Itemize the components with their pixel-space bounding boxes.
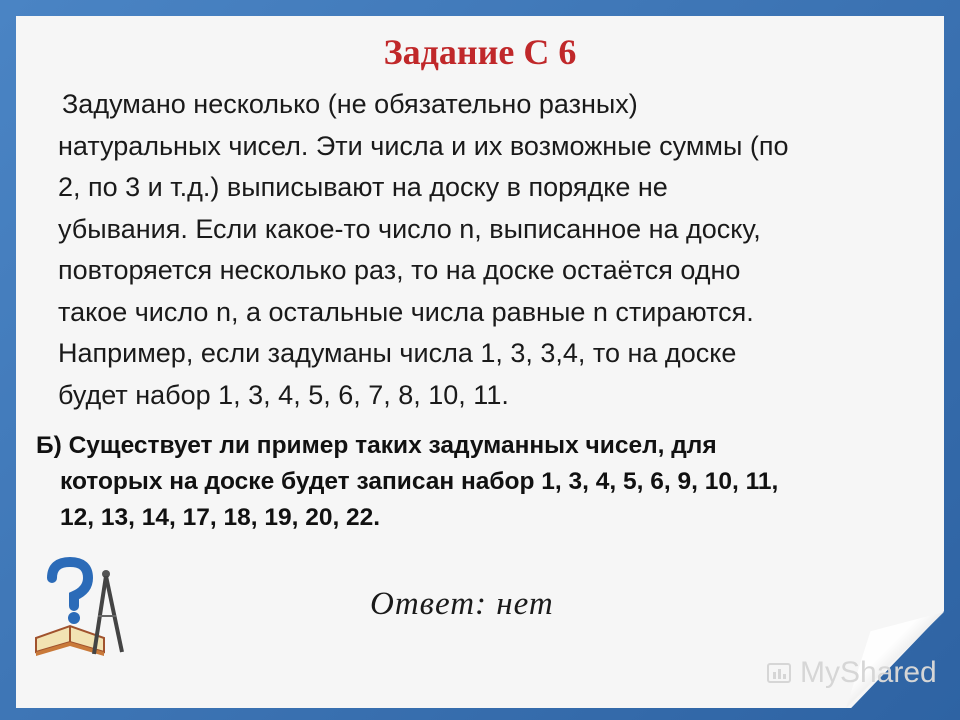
watermark [800, 656, 937, 690]
clipart [30, 556, 150, 666]
watermark-text: MyShared [800, 656, 937, 689]
task-line: повторяется несколько раз, то на доске остаётся одно [58, 255, 741, 285]
task-line: Задумано несколько (не обязательно разных) [62, 89, 638, 119]
task-text [58, 84, 898, 416]
task-line: убывания. Если какое-то число n, выписанное на доску, [58, 213, 761, 244]
question-line: которых на доске будет записан набор 1, 3, 4, 5, 6, 9, 10, 11, [60, 468, 779, 495]
question-line: Б) Существует ли пример таких задуманных чисел, для [36, 432, 717, 459]
task-line: такое число n, а остальные числа равные n стираются. [58, 296, 754, 327]
answer-text: Ответ: нет [370, 586, 554, 622]
question-text [36, 428, 916, 536]
task-line: будет набор 1, 3, 4, 5, 6, 7, 8, 10, 11. [58, 379, 509, 410]
task-line: натуральных чисел. Эти числа и их возможные суммы (по [58, 130, 789, 161]
task-line: 2, по 3 и т.д.) выписывают на доску в порядке не [58, 172, 668, 202]
slide-title: Задание С 6 [383, 32, 577, 72]
task-line: Например, если задуманы числа 1, 3, 3,4, то на доске [58, 338, 737, 368]
question-line: 12, 13, 14, 17, 18, 19, 20, 22. [60, 504, 381, 531]
watermark-logo-icon [766, 660, 794, 688]
question-mark-icon [52, 562, 88, 624]
